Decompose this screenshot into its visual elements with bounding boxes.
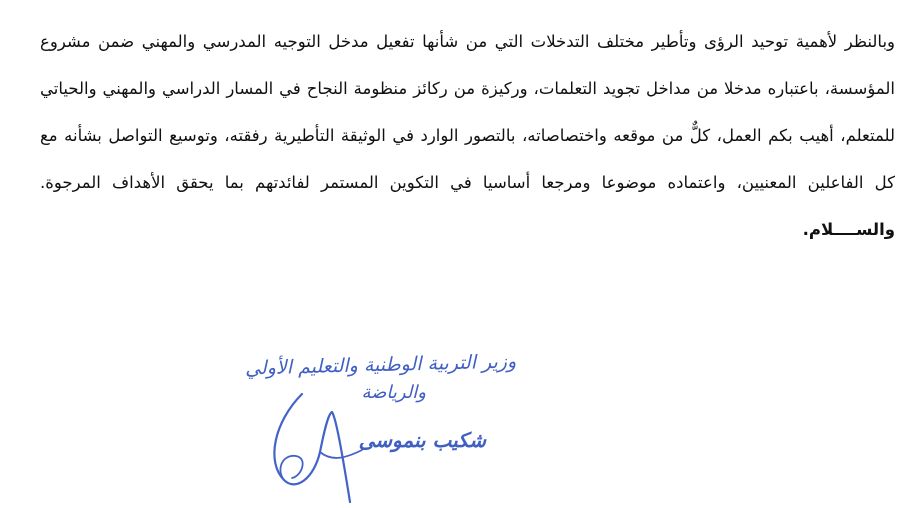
stamp-title-line2: والرياضة	[361, 382, 426, 403]
letter-paragraph	[40, 18, 895, 253]
minister-name: شكيب بنموسى	[358, 428, 486, 452]
paragraph-text: وبالنظر لأهمية توحيد الرؤى وتأطير مختلف التدخلات التي من شأنها تفعيل مدخل التوجيه المدرسي والمهني ضمن مشروع المؤسسة، باعتباره مدخلا من مداخل تجويد التعلمات، وركيزة من ركائز منظومة النجاح في المسار الدراسي والمهني والحياتي للمتعلم، أهيب بكم العمل، كلٌّ من موقعه واختصاصاته، بالتصور الوارد في الوثيقة التأطيرية رفقته، وتوسيع التواصل بشأنه مع كل الفاعلين المعنيين، واعتماده موضوعا ومرجعا أساسيا في التكوين المستمر لفائدتهم بما يحقق الأهداف المرجوة.	[40, 32, 895, 192]
signature-stroke-main	[274, 394, 350, 502]
signature-stroke-loop	[280, 456, 302, 480]
stamp-title-line1: وزير التربية الوطنية والتعليم الأولي	[244, 350, 517, 380]
signature-icon	[262, 392, 372, 504]
letter-body	[40, 18, 895, 253]
closing-salutation: والســــلام.	[802, 220, 895, 239]
